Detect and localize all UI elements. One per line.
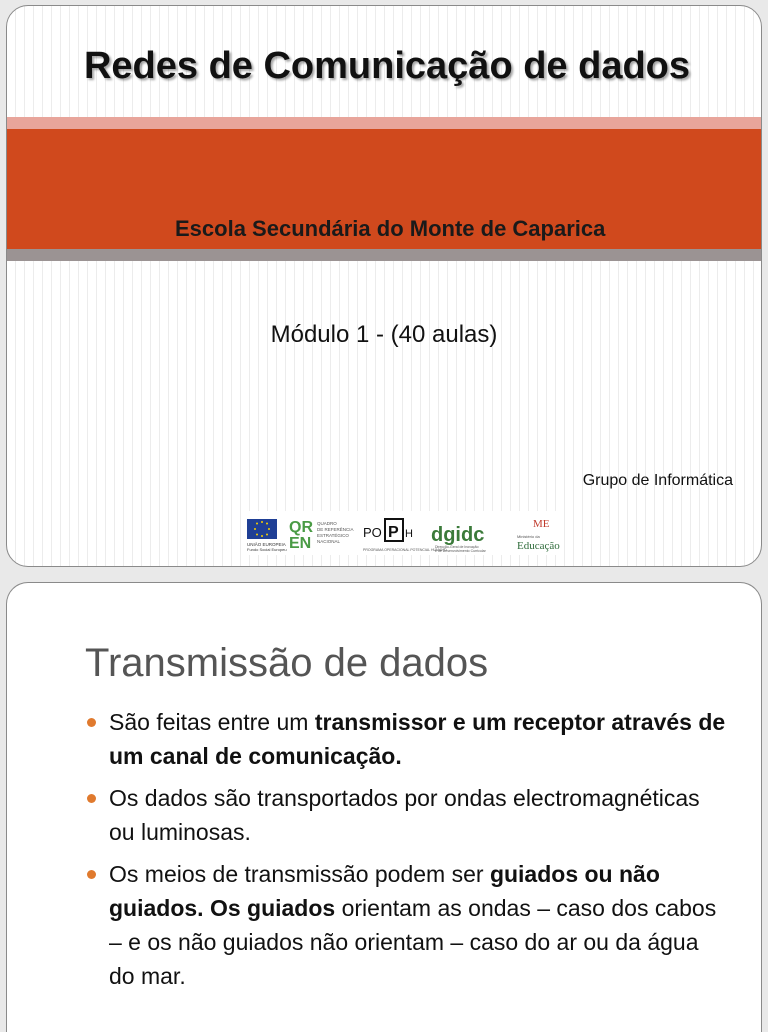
me-top: Ministério da bbox=[517, 534, 540, 539]
bullet-2-text: Os dados são transportados por ondas electromagnéticas ou luminosas. bbox=[109, 785, 700, 845]
header-band-top bbox=[7, 117, 761, 129]
slide-2 bbox=[6, 582, 762, 1032]
slide-1 bbox=[6, 5, 762, 567]
bullet-dot-icon bbox=[87, 870, 96, 879]
slide-title: Redes de Comunicação de dados bbox=[83, 45, 691, 87]
bullet-1-bold: transmissor e um receptor através de um canal de comunicação. bbox=[109, 709, 726, 769]
me-logo bbox=[517, 518, 560, 552]
qren-top: QR bbox=[289, 519, 313, 536]
bullet-dot-icon bbox=[87, 794, 96, 803]
dgidc-sub-1: Direcção-Geral de Inovação bbox=[435, 545, 479, 549]
qren-desc-2: DE REFERÊNCIA bbox=[317, 527, 354, 532]
slide-2-title: Transmissão de dados bbox=[85, 641, 489, 685]
bullet-item-2 bbox=[87, 781, 727, 849]
bullet-3-text-2: orientam as ondas – caso dos cabos – e os não guiados não orientam – caso do ar ou da água do mar. bbox=[109, 895, 717, 989]
poph-po: PO bbox=[363, 525, 382, 540]
dgidc-logo bbox=[431, 524, 487, 553]
poph-p: P bbox=[388, 524, 399, 541]
qren-desc-1: QUADRO bbox=[317, 521, 337, 526]
poph-sub: PROGRAMA OPERACIONAL POTENCIAL HUMANO bbox=[363, 548, 447, 552]
poph-h: H bbox=[405, 528, 413, 540]
bullet-3-bold: guiados ou não guiados. Os guiados bbox=[109, 861, 660, 921]
dgidc-name: dgidc bbox=[431, 524, 485, 546]
dgidc-sub-2: e de Desenvolvimento Curricular bbox=[435, 549, 486, 553]
qren-desc-4: NACIONAL bbox=[317, 539, 341, 544]
qren-desc-3: ESTRATÉGICO bbox=[317, 533, 349, 538]
qren-logo bbox=[289, 519, 354, 552]
me-mark: ME bbox=[533, 518, 550, 530]
school-name: Escola Secundária do Monte de Caparica bbox=[175, 216, 606, 241]
module-label: Módulo 1 - (40 aulas) bbox=[270, 321, 498, 348]
eu-sub: Fundo Social Europeu bbox=[247, 547, 287, 552]
qren-bottom: EN bbox=[289, 535, 312, 552]
bullet-1-text: São feitas entre um bbox=[109, 709, 315, 735]
bullet-item-1 bbox=[87, 705, 727, 773]
sponsor-logos-svg bbox=[245, 511, 563, 555]
bullet-item-3 bbox=[87, 857, 727, 993]
eu-flag-logo bbox=[247, 519, 287, 552]
bullet-list bbox=[87, 705, 727, 1001]
me-label: Educação bbox=[517, 540, 560, 552]
header-band-bottom bbox=[7, 249, 761, 261]
bullet-3-text-1: Os meios de transmissão podem ser bbox=[109, 861, 490, 887]
eu-label: UNIÃO EUROPEIA bbox=[247, 542, 286, 547]
bullet-dot-icon bbox=[87, 718, 96, 727]
sponsor-logos bbox=[245, 511, 563, 555]
group-label: Grupo de Informática bbox=[582, 472, 733, 489]
